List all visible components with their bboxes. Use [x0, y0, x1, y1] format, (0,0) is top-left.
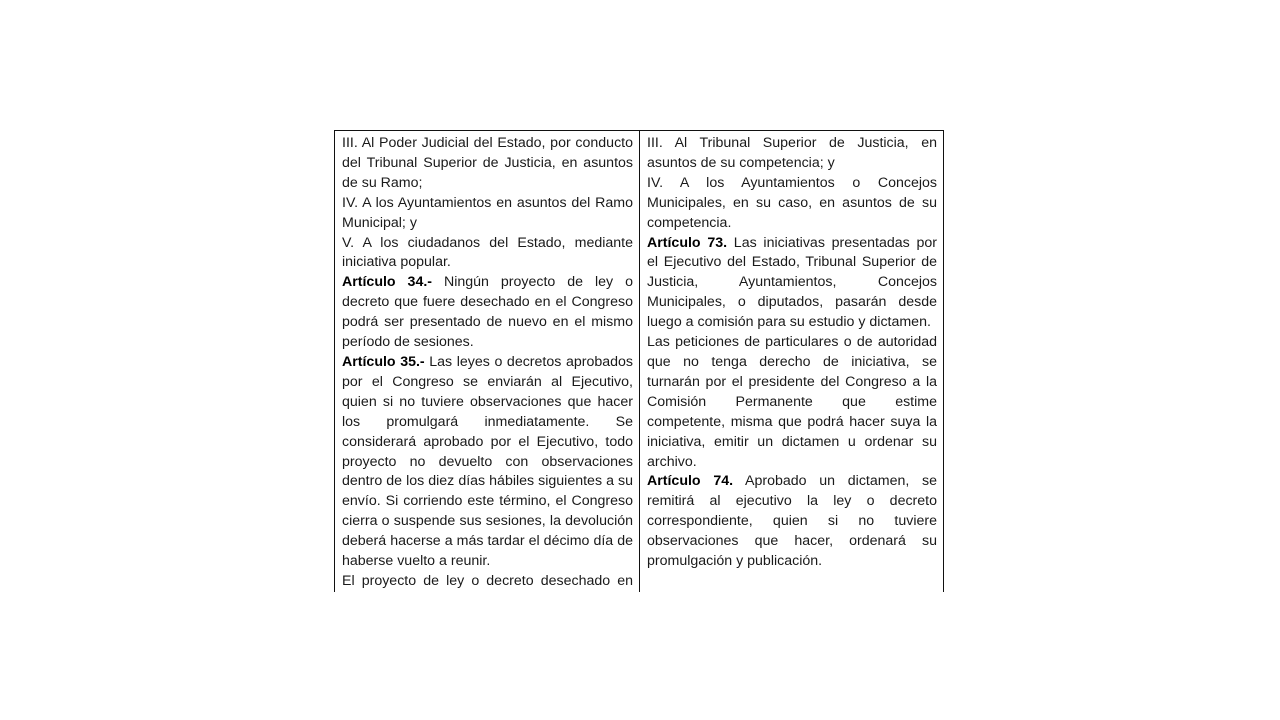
article-74 [647, 472, 937, 572]
right-paragraph-peticiones: Las peticiones de particulares o de autoridad que no tenga derecho de iniciativa, se turnarán por el presidente del Congreso a la Comisión Permanente que estime competente, misma que podrá hacer suya la iniciativa, emitir un dictamen u ordenar su archivo. [647, 334, 937, 470]
article-73 [647, 234, 937, 334]
left-paragraph-fraction-iii: III. Al Poder Judicial del Estado, por conducto del Tribunal Superior de Justicia, en asuntos de su Ramo; [342, 135, 633, 191]
article-35-text: Las leyes o decretos aprobados por el Congreso se enviarán al Ejecutivo, quien si no tuviere observaciones que hacer los promulgará inmediatamente. Se considerará aprobado por el Ejecutivo, todo proyecto no devuelto con observaciones dentro de los diez días hábiles siguientes a su envío. Si corriendo este término, el Congreso cierra o suspende sus sesiones, la devolución deberá hacerse a más tardar el décimo día de haberse vuelto a reunir. [342, 353, 633, 570]
article-34-text: Ningún proyecto de ley o decreto que fuere desechado en el Congreso podrá ser presentado de nuevo en el mismo período de sesiones. [342, 274, 633, 351]
article-73-text: Las iniciativas presentadas por el Ejecutivo del Estado, Tribunal Superior de Justicia, Ayuntamientos, Concejos Municipales, o diputados, pasarán desde luego a comisión para su estudio y dictamen. [647, 234, 937, 331]
article-74-text: Aprobado un dictamen, se remitirá al ejecutivo la ley o decreto correspondiente, quien si no tuviere observaciones que hacer, ordenará su promulgación y publicación. [647, 473, 938, 570]
left-paragraph-continuation: El proyecto de ley o decreto desechado en [342, 572, 633, 589]
right-paragraph-fraction-iv: IV. A los Ayuntamientos o Concejos Municipales, en su caso, en asuntos de su competencia. [647, 174, 937, 231]
article-74-label: Artículo 74. [647, 473, 734, 490]
article-34-label: Artículo 34.- [342, 274, 433, 291]
article-34 [342, 273, 633, 353]
comparison-table [334, 130, 944, 592]
article-35 [342, 353, 633, 572]
left-paragraph-fraction-v: V. A los ciudadanos del Estado, mediante iniciativa popular. [342, 234, 633, 271]
left-column [335, 131, 640, 592]
left-paragraph-fraction-iv: IV. A los Ayuntamientos en asuntos del Ramo Municipal; y [342, 194, 633, 231]
article-35-label: Artículo 35.- [342, 353, 425, 370]
right-paragraph-fraction-iii: III. Al Tribunal Superior de Justicia, en asuntos de su competencia; y [647, 135, 937, 171]
article-73-label: Artículo 73. [647, 234, 728, 251]
right-column [640, 131, 943, 592]
